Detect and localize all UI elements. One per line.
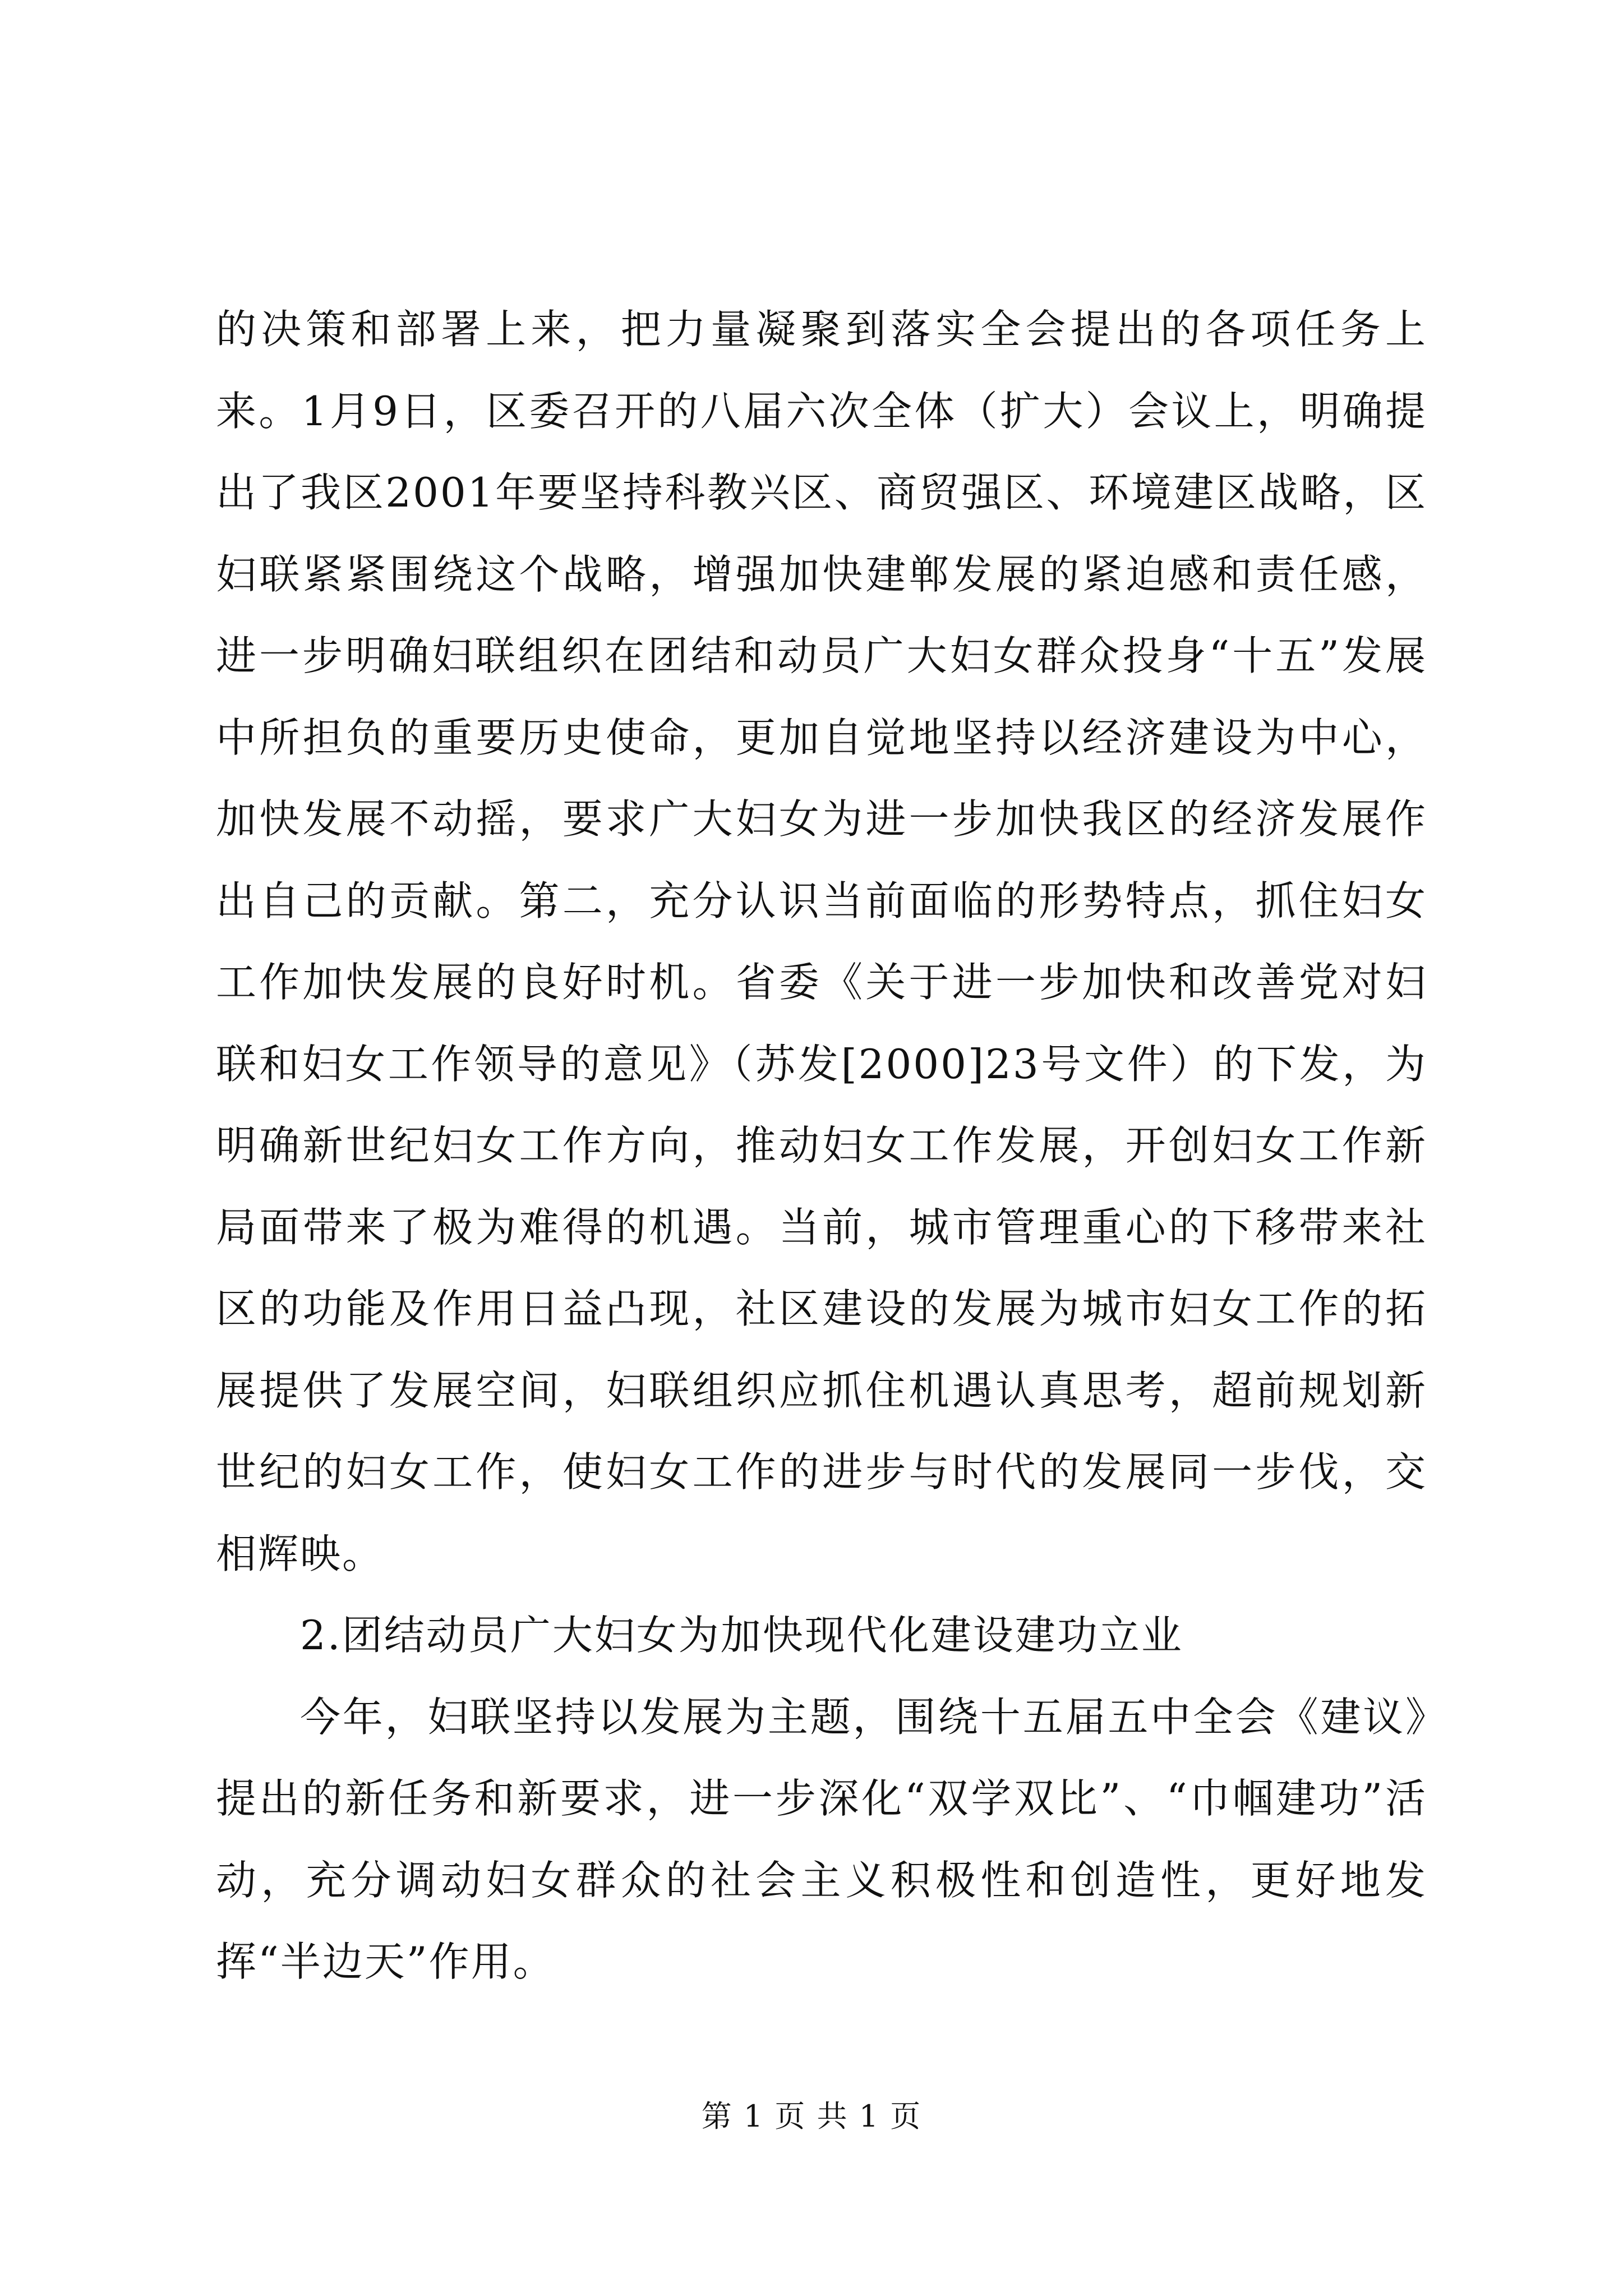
document-body [216,289,1427,2003]
section-heading: 2.团结动员广大妇女为加快现代化建设建功立业 [300,1612,1183,1659]
paragraph-continuation: 的决策和部署上来，把力量凝聚到落实全会提出的各项任务上来。1月9日，区委召开的八届六次全体（扩大）会议上，明确提出了我区2001年要坚持科教兴区、商贸强区、环境建区战略，区妇联紧紧围绕这个战略，增强加快建郸发展的紧迫感和责任感，进一步明确妇联组织在团结和动员广大妇女群众投身“十五”发展中所担负的重要历史使命，更加自觉地坚持以经济建设为中心，加快发展不动摇，要求广大妇女为进一步加快我区的经济发展作出自己的贡献。第二，充分认识当前面临的形势特点，抓住妇女工作加快发展的良好时机。省委《关于进一步加快和改善党对妇联和妇女工作领导的意见》（苏发[2000]23号文件）的下发，为明确新世纪妇女工作方向，推动妇女工作发展，开创妇女工作新局面带来了极为难得的机遇。当前，城市管理重心的下移带来社区的功能及作用日益凸现，社区建设的发展为城市妇女工作的拓展提供了发展空间，妇联组织应抓住机遇认真思考，超前规划新世纪的妇女工作，使妇女工作的进步与时代的发展同一步伐，交相辉映。 [216,306,1427,1577]
paragraph-body: 今年，妇联坚持以发展为主题，围绕十五届五中全会《建议》提出的新任务和新要求，进一步深化“双学双比”、“巾帼建功”活动，充分调动妇女群众的社会主义积极性和创造性，更好地发挥“半边天”作用。 [216,1693,1427,1985]
page-footer: 第 1 页 共 1 页 [701,2099,922,2134]
